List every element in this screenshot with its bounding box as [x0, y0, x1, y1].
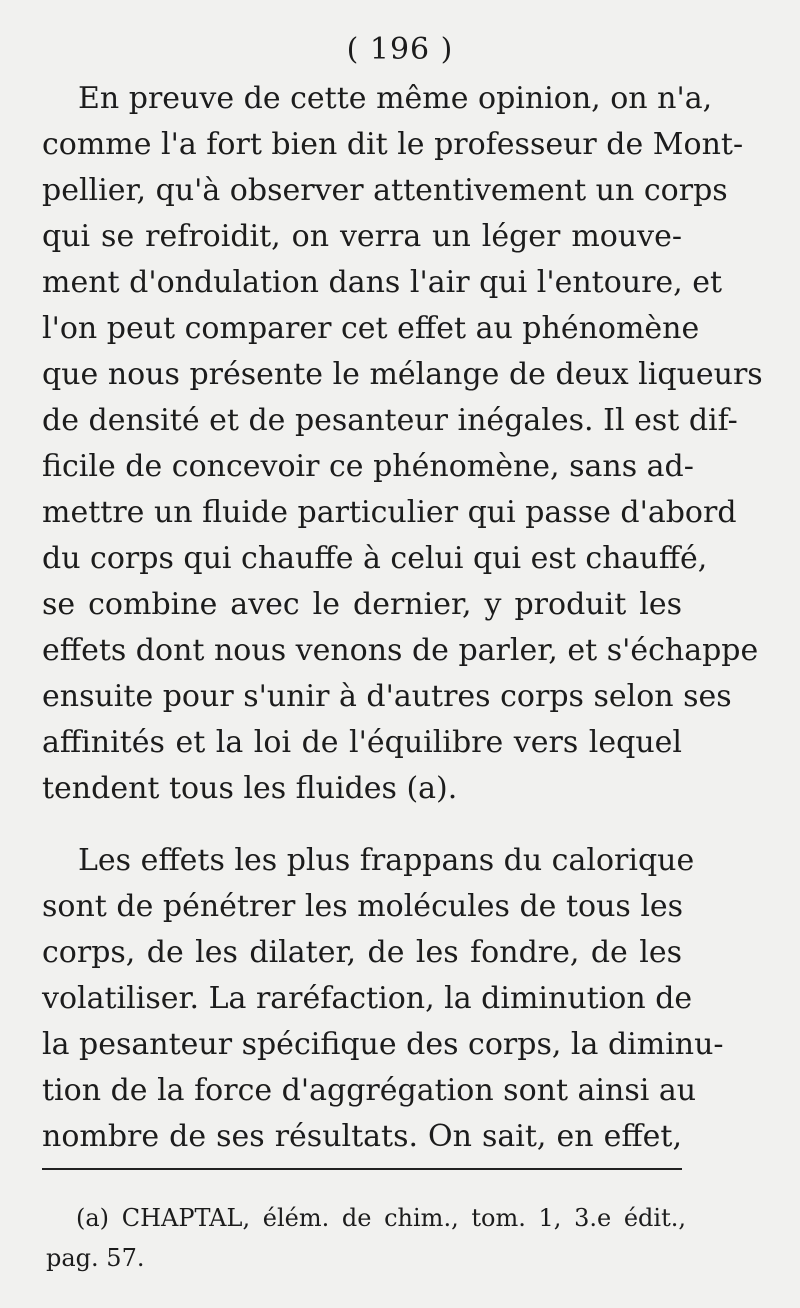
text-line: ficile de concevoir ce phénomène, sans ad- — [42, 449, 694, 484]
text-line: En preuve de cette même opinion, on n'a, — [78, 81, 713, 116]
text-line: la pesanteur spécifique des corps, la diminu- — [42, 1027, 724, 1062]
text-line: sont de pénétrer les molécules de tous les — [42, 889, 684, 924]
text-line: de densité et de pesanteur inégales. Il est dif- — [42, 403, 738, 438]
text-line: mettre un fluide particulier qui passe d'abord — [42, 495, 737, 530]
text-line: effets dont nous venons de parler, et s'échappe — [42, 633, 759, 668]
text-line: nombre de ses résultats. On sait, en effet, — [42, 1119, 682, 1154]
text-line: tion de la force d'aggrégation sont ainsi au — [42, 1073, 697, 1108]
footnote — [46, 1198, 686, 1278]
text-line: volatiliser. La raréfaction, la diminution de — [42, 981, 693, 1016]
footnote-line: (a) CHAPTAL, élém. de chim., tom. 1, 3.e édit., — [76, 1204, 686, 1232]
text-line: se combine avec le dernier, y produit les — [42, 587, 682, 622]
footnote-rule — [42, 1168, 682, 1170]
paragraph-1 — [42, 76, 763, 812]
text-line: qui se refroidit, on verra un léger mouve- — [42, 219, 682, 254]
text-line: corps, de les dilater, de les fondre, de les — [42, 935, 682, 970]
page-number: ( 196 ) — [346, 32, 454, 67]
text-line: Les effets les plus frappans du calorique — [78, 843, 695, 878]
text-line: pellier, qu'à observer attentivement un corps — [42, 173, 728, 208]
text-line: l'on peut comparer cet effet au phénomène — [42, 311, 700, 346]
text-line: ensuite pour s'unir à d'autres corps selon ses — [42, 679, 732, 714]
text-line: ment d'ondulation dans l'air qui l'entoure, et — [42, 265, 723, 300]
paragraph-2 — [42, 838, 724, 1160]
footnote-line: pag. 57. — [46, 1244, 145, 1272]
text-line: du corps qui chauffe à celui qui est chauffé, — [42, 541, 708, 576]
text-line: comme l'a fort bien dit le professeur de Mont- — [42, 127, 744, 162]
text-line: tendent tous les fluides (a). — [42, 771, 458, 806]
text-line: affinités et la loi de l'équilibre vers lequel — [42, 725, 682, 760]
text-line: que nous présente le mélange de deux liqueurs — [42, 357, 763, 392]
